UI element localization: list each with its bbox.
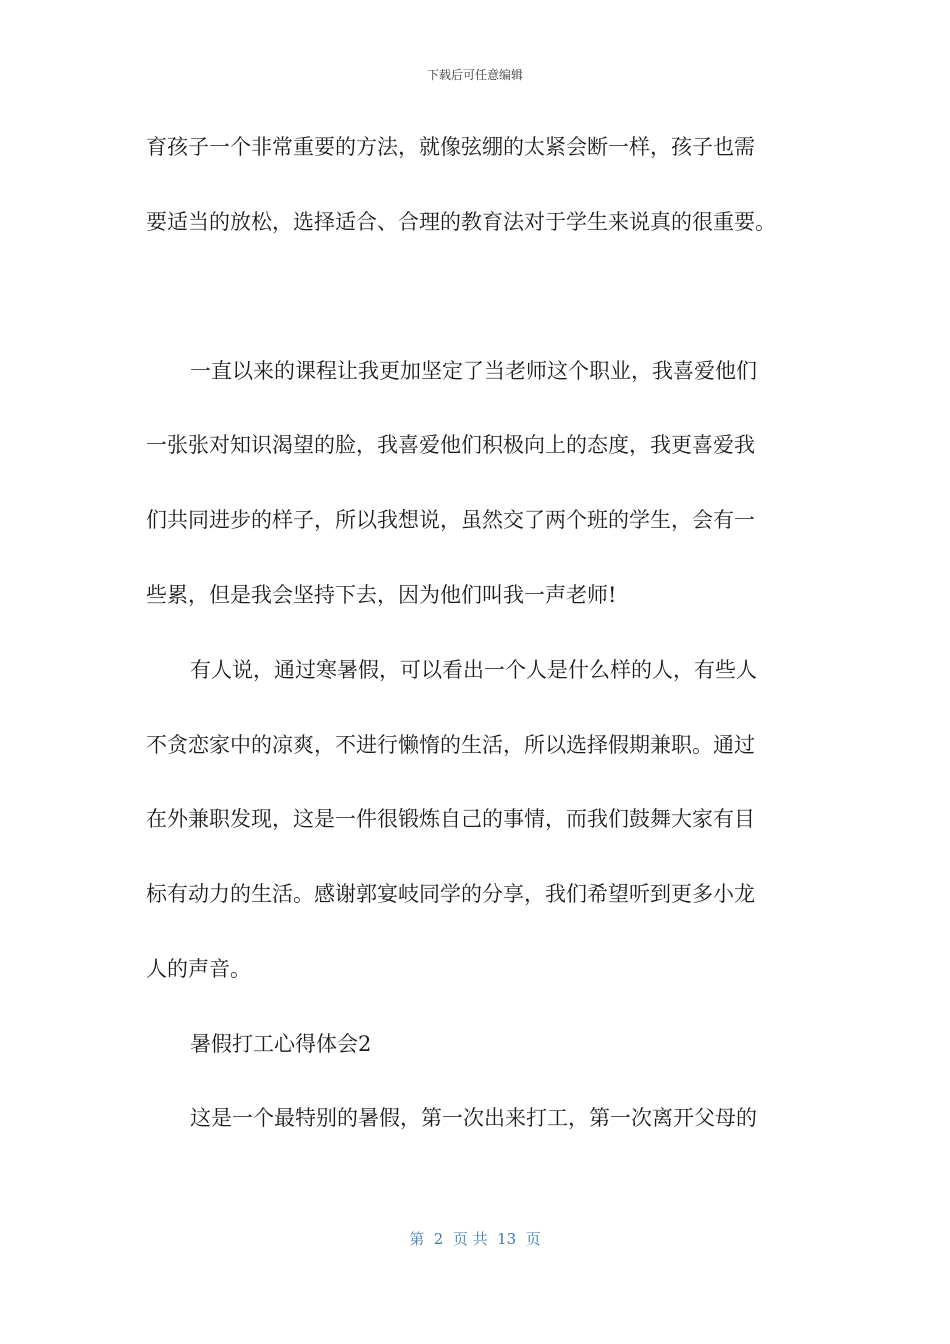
body-line: 这是一个最特别的暑假，第一次出来打工，第一次离开父母的 [190, 1106, 757, 1130]
body-line: 一张张对知识渴望的脸，我喜爱他们积极向上的态度，我更喜爱我 [146, 433, 755, 457]
body-line: 些累，但是我会坚持下去，因为他们叫我一声老师! [146, 583, 617, 607]
section-heading: 暑假打工心得体会2 [190, 1032, 372, 1056]
page-header: 下载后可任意编辑 [426, 68, 523, 82]
body-line: 育孩子一个非常重要的方法，就像弦绷的太紧会断一样，孩子也需 [146, 135, 755, 159]
body-line: 人的声音。 [146, 957, 251, 981]
body-line: 一直以来的课程让我更加坚定了当老师这个职业，我喜爱他们 [190, 359, 757, 383]
body-line: 不贪恋家中的凉爽，不进行懒惰的生活，所以选择假期兼职。通过 [146, 733, 755, 757]
body-line: 们共同进步的样子，所以我想说，虽然交了两个班的学生，会有一 [146, 508, 755, 532]
body-line: 有人说，通过寒暑假，可以看出一个人是什么样的人，有些人 [190, 658, 757, 682]
body-line: 要适当的放松，选择适合、合理的教育法对于学生来说真的很重要。 [146, 210, 776, 234]
page-footer: 第 2 页 共 13 页 [409, 1230, 541, 1248]
body-line: 标有动力的生活。感谢郭宴岐同学的分享，我们希望听到更多小龙 [146, 882, 755, 906]
body-line: 在外兼职发现，这是一件很锻炼自己的事情，而我们鼓舞大家有目 [146, 807, 755, 831]
